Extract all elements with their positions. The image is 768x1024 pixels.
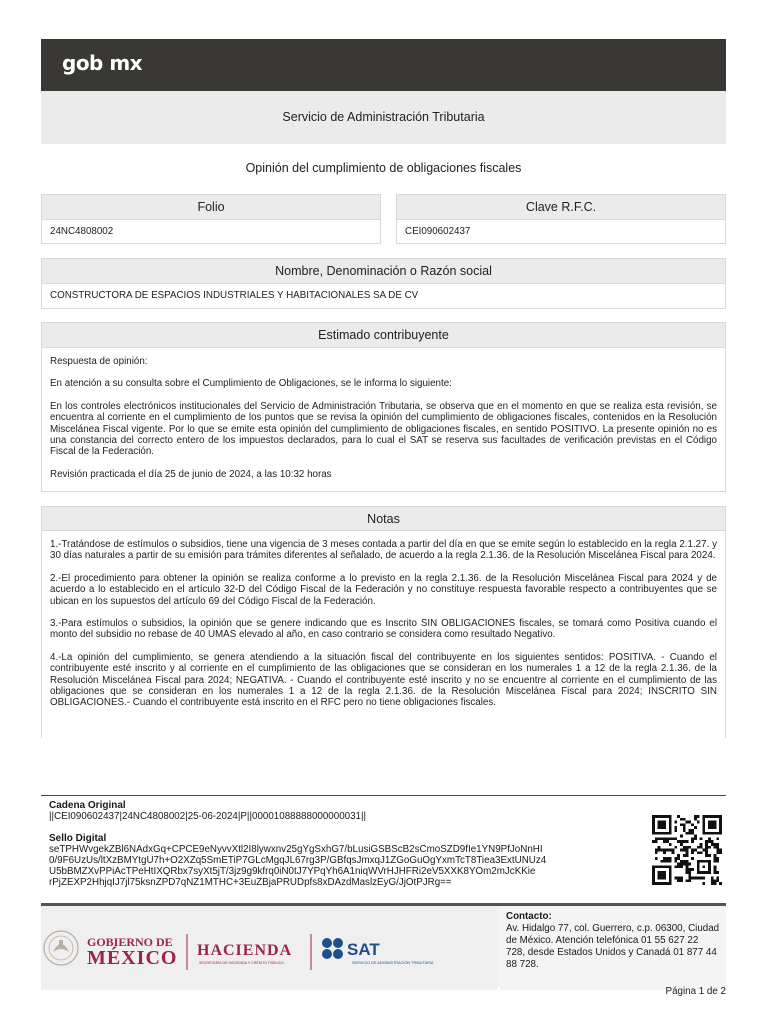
notas-box	[41, 506, 726, 738]
sat-dots-icon	[322, 938, 343, 959]
folio-box	[41, 194, 381, 244]
sello-value	[49, 844, 579, 888]
contact-block	[500, 906, 726, 990]
cadena-section	[41, 795, 726, 888]
sat-logo: SAT	[347, 940, 380, 959]
nota-item: 4.-La opinión del cumplimiento, se genera atendiendo a la situación fiscal del contribuyente en los siguientes sentidos: POSITIVA. - Cuando el contribuyente esté inscrito y al corriente en el cumplimiento de las obligaciones que se consideran en los numerales 1 a 12 de la regla 2.1.36. de la Resolución Miscelánea Fiscal para 2024; NEGATIVA. - Cuando el contribuyente esté inscrito y no se encuentre al corriente en el cumplimiento de las obligaciones que se consideran en los numerales 1 a 12 de la regla 2.1.36. de la Resolución Miscelánea Fiscal para 2024; INSCRITO SIN OBLIGACIONES.- Cuando el contribuyente está inscrito en el RFC pero no tiene obligaciones fiscales.	[50, 651, 717, 709]
footer-logos	[41, 906, 497, 990]
government-logos	[41, 906, 497, 990]
nota-item: 2.-El procedimiento para obtener la opinión se realiza conforme a lo previsto en la regla 2.1.36. de la Resolución Miscelánea Fiscal para 2024 y de acuerdo a lo establecido en el artículo 32-D del Código Fiscal de la Federación y no constituye respuesta favorable respecto a contribuyentes que se ubican en los supuestos del artículo 69 del Código Fiscal de la Federación.	[50, 572, 717, 607]
hacienda-logo: HACIENDA	[197, 942, 293, 959]
estimado-paragraph: En los controles electrónicos institucionales del Servicio de Administración Tributaria, se observa que en el momento en que se realiza esta revisión, se encuentra al corriente en el cumplimiento de los puntos que se revisa la opinión del cumplimiento de obligaciones fiscales, contenidos en la Resolución Miscelánea Fiscal vigente. Por lo que se emite esta opinión del cumplimiento de obligaciones fiscales, en sentido POSITIVO. La presente opinión no es una constancia del correcto entero de los impuestos declarados, para lo cual el SAT se reserva sus facultades de verificación previstas en el Código Fiscal de la Federación.	[50, 400, 717, 458]
sat-subtitle: SERVICIO DE ADMINISTRACIÓN TRIBUTARIA	[352, 961, 434, 965]
contact-text: Av. Hidalgo 77, col. Guerrero, c.p. 06300, Ciudad de México. Atención telefónica 01 55 627 22 728, desde Estados Unidos y Canadá 01 877 44 88 728.	[506, 923, 720, 970]
rfc-box	[396, 194, 726, 244]
mexico-seal-icon	[44, 931, 78, 965]
sello-line: 0/9F6UzUs/ltXzBMYtgU7h+O2XZq5SmETiP7GLcMgqJL67rg3P/GBfqsJmxqJ1ZGoGuOgYxmTcT8Tiea3ExtUNUz4	[49, 855, 547, 866]
revision-date: Revisión practicada el día 25 de junio de 2024, a las 10:32 horas	[50, 468, 332, 480]
nota-item: 3.-Para estímulos o subsidios, la opinión que se genere indicando que es Inscrito SIN OBLIGACIONES fiscales, se tomará como Positiva cuando el monto del subsidio no rebase de 40 UMAS elevado al año, en caso contrario se considera como resultado Negativo.	[50, 618, 717, 641]
folio-label: Folio	[42, 195, 380, 220]
cadena-label: Cadena Original	[49, 800, 126, 811]
footer	[41, 903, 726, 987]
agency-title: Servicio de Administración Tributaria	[41, 91, 726, 144]
sello-line: seTPHWvgekZBl6NAdxGq+CPCE9eNyvvXtl2I8lywxnv25gYgSxhG7/bLusiGSBScB2sCmoSZD9fIe1YN9PfJoNnHI	[49, 844, 543, 855]
estimado-body	[42, 348, 725, 480]
notas-label: Notas	[42, 507, 725, 531]
rfc-label: Clave R.F.C.	[397, 195, 725, 220]
nombre-label: Nombre, Denominación o Razón social	[42, 259, 725, 284]
estimado-paragraph: En atención a su consulta sobre el Cumplimiento de Obligaciones, se le informa lo siguiente:	[50, 378, 452, 390]
sello-line: U5bBMZXvPPiAcTPeHtIXQRbx7syXt5jT/3jz9g9kfrq0iN0tJ7YPqYh6A1niqWVrHJHFRi2eV5XXK8YOm2mJcKKie	[49, 866, 536, 877]
document-title: Opinión del cumplimiento de obligaciones fiscales	[245, 161, 522, 175]
qr-code-icon	[652, 815, 722, 885]
estimado-paragraph: Respuesta de opinión:	[50, 356, 148, 367]
nota-item: 1.-Tratándose de estímulos o subsidios, tiene una vigencia de 3 meses contada a partir del día en que se emite según lo establecido en la regla 2.1.27. y 30 días naturales a partir de su emisión para trámites diferentes al señalado, de acuerdo a la regla 2.1.36. de la Resolución Miscelánea Fiscal para 2024.	[50, 539, 717, 562]
gobierno-line1: GOBIERNO DE	[87, 935, 173, 949]
notas-body	[42, 531, 725, 709]
sello-line: rPjZEXP2HhjqIJ7jl75ksnZPD7qNZ1MTHC+3EuZBjaPRUDpfs8xDAzdMaslzEyG/JjOtPJRg==	[49, 877, 452, 888]
folio-value: 24NC4808002	[50, 226, 114, 237]
estimado-label: Estimado contribuyente	[42, 323, 725, 348]
nombre-value: CONSTRUCTORA DE ESPACIOS INDUSTRIALES Y HABITACIONALES SA DE CV	[50, 290, 419, 301]
sello-label: Sello Digital	[49, 833, 107, 844]
rfc-value: CEI090602437	[405, 226, 471, 237]
gob-mx-logo: gob mx	[62, 51, 143, 75]
estimado-box	[41, 322, 726, 492]
contact-label: Contacto:	[506, 911, 552, 922]
gobierno-line2: MÉXICO	[87, 947, 178, 969]
nombre-box	[41, 258, 726, 309]
hacienda-subtitle: SECRETARÍA DE HACIENDA Y CRÉDITO PÚBLICO	[199, 961, 285, 965]
page-number: Página 1 de 2	[665, 986, 726, 997]
cadena-value: ||CEI090602437|24NC4808002|25-06-2024|P||00001088888000000031||	[49, 811, 367, 822]
gob-mx-header	[41, 39, 726, 91]
